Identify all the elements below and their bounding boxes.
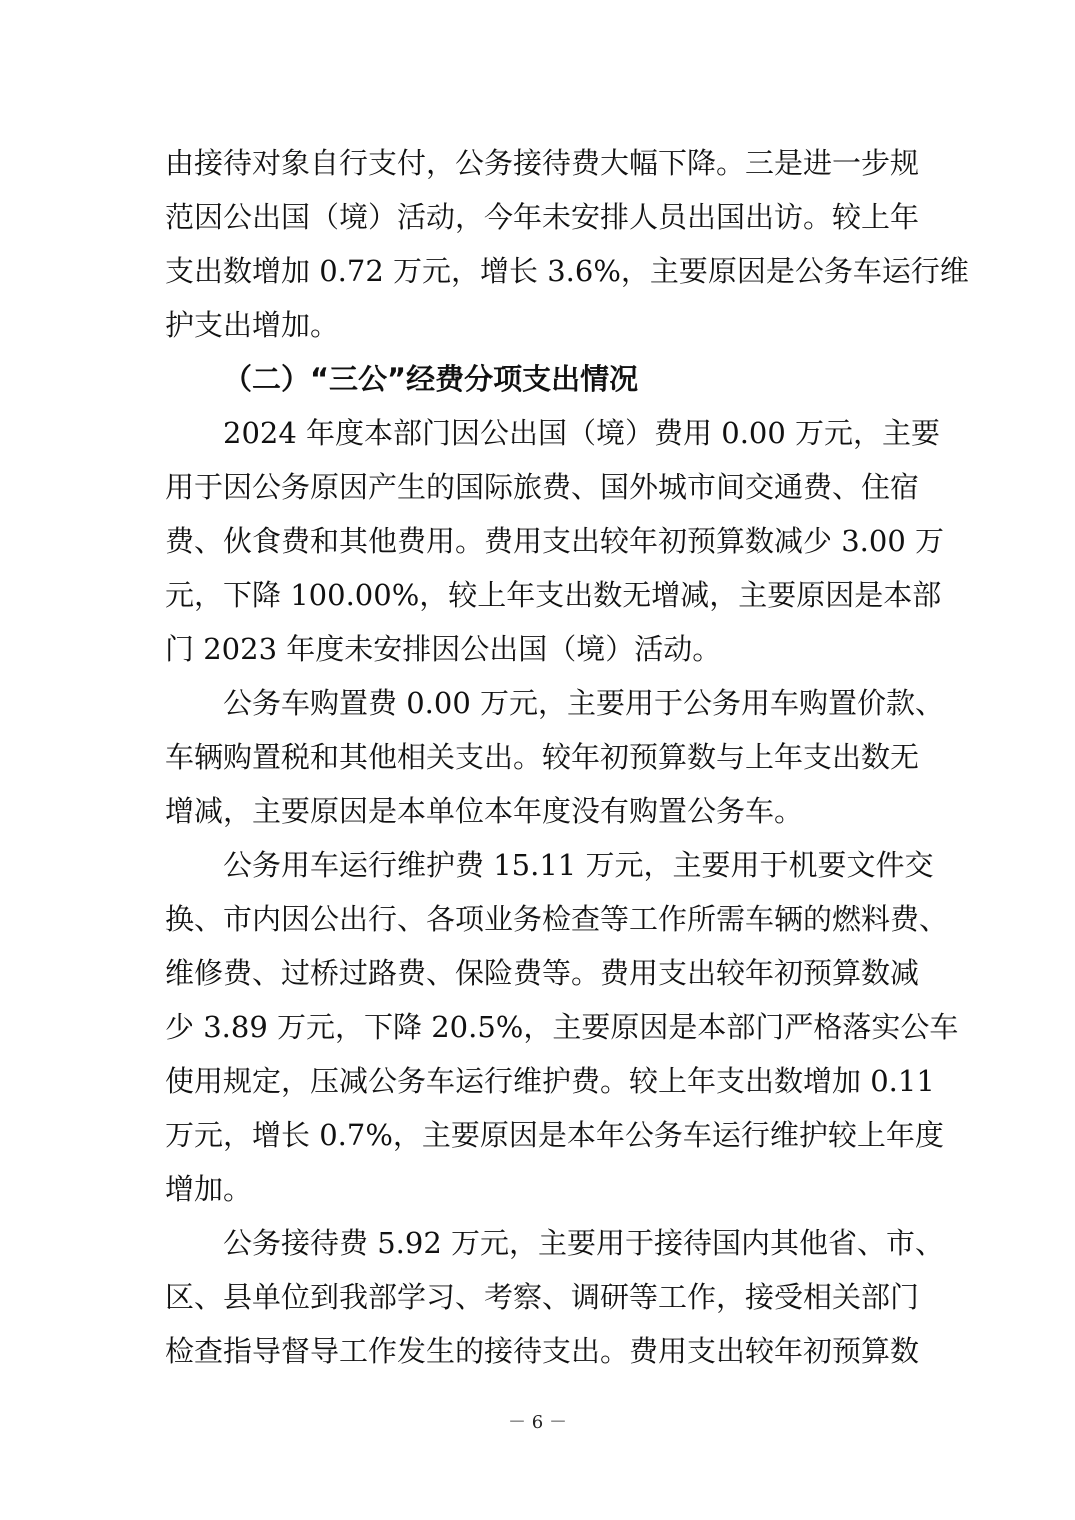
body-text: [165, 136, 969, 1378]
section-heading: （二）“三公”经费分项支出情况: [223, 362, 639, 396]
text-line: 区、县单位到我部学习、考察、调研等工作，接受相关部门: [165, 1280, 920, 1314]
text-line: 费、伙食费和其他费用。费用支出较年初预算数减少 3.00 万: [165, 524, 945, 558]
text-line: 门 2023 年度未安排因公出国（境）活动。: [165, 632, 722, 666]
text-line: 公务车购置费 0.00 万元，主要用于公务用车购置价款、: [223, 686, 945, 720]
text-line: 公务用车运行维护费 15.11 万元，主要用于机要文件交: [223, 848, 934, 882]
text-line: 检查指导督导工作发生的接待支出。费用支出较年初预算数: [165, 1334, 920, 1368]
text-line: 车辆购置税和其他相关支出。较年初预算数与上年支出数无: [165, 740, 920, 774]
text-line: 范因公出国（境）活动，今年未安排人员出国出访。较上年: [165, 200, 920, 234]
text-line: 增减，主要原因是本单位本年度没有购置公务车。: [165, 794, 804, 828]
text-line: 维修费、过桥过路费、保险费等。费用支出较年初预算数减: [165, 956, 920, 990]
text-line: 万元，增长 0.7%，主要原因是本年公务车运行维护较上年度: [165, 1118, 944, 1152]
text-line: 元，下降 100.00%，较上年支出数无增减，主要原因是本部: [165, 578, 942, 612]
text-line: 少 3.89 万元，下降 20.5%，主要原因是本部门严格落实公车: [165, 1010, 959, 1044]
text-line: 支出数增加 0.72 万元，增长 3.6%，主要原因是公务车运行维: [165, 254, 969, 288]
text-line: 护支出增加。: [165, 308, 340, 342]
page-number: － 6 －: [508, 1412, 567, 1433]
text-line: 换、市内因公出行、各项业务检查等工作所需车辆的燃料费、: [165, 902, 949, 936]
text-line: 增加。: [165, 1172, 253, 1206]
text-line: 2024 年度本部门因公出国（境）费用 0.00 万元，主要: [223, 416, 941, 450]
text-line: 公务接待费 5.92 万元，主要用于接待国内其他省、市、: [223, 1226, 945, 1260]
text-line: 由接待对象自行支付，公务接待费大幅下降。三是进一步规: [165, 146, 920, 180]
text-line: 用于因公务原因产生的国际旅费、国外城市间交通费、住宿: [165, 470, 920, 504]
text-line: 使用规定，压减公务车运行维护费。较上年支出数增加 0.11: [165, 1064, 935, 1098]
